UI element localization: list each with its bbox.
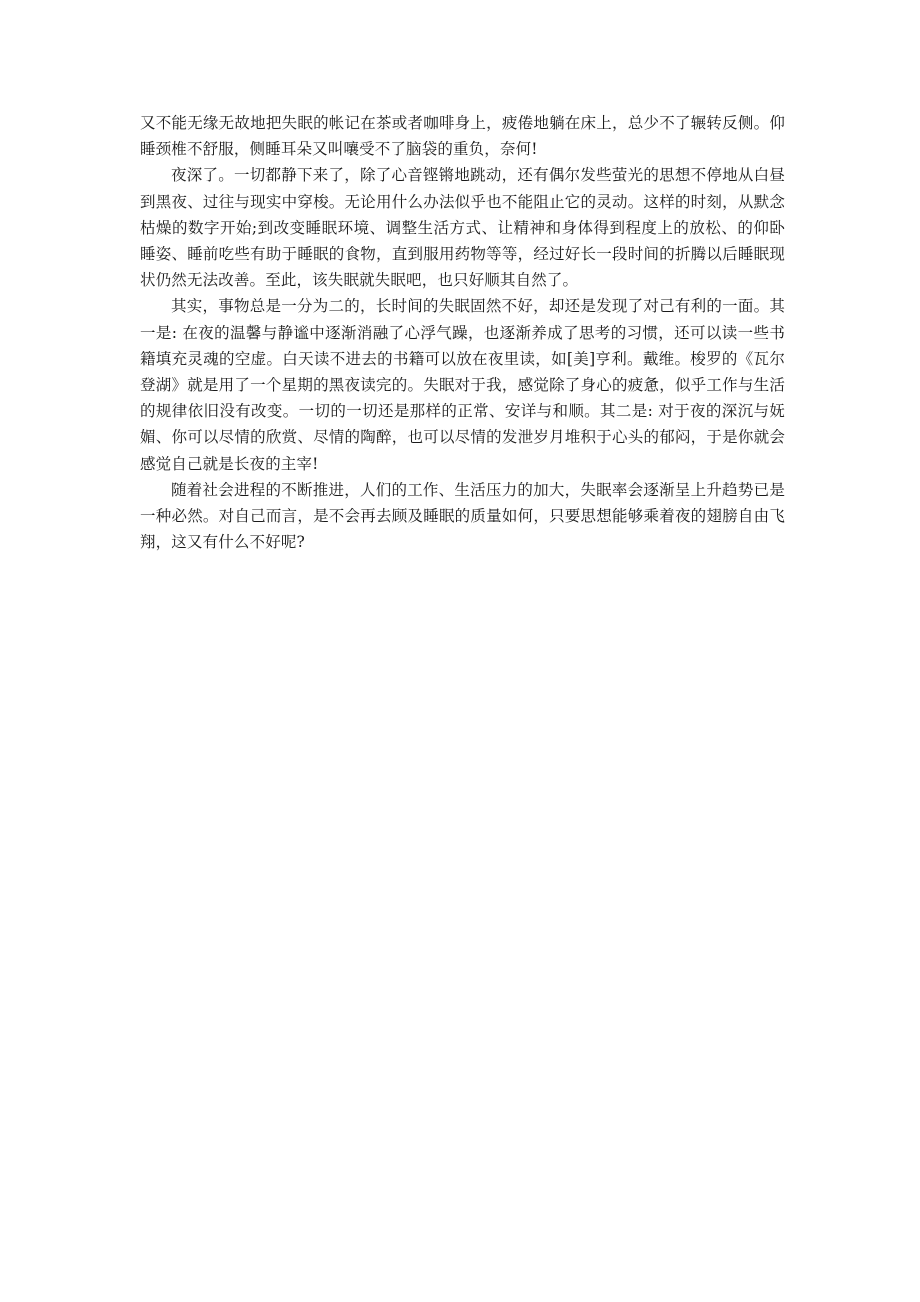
paragraph-1: 又不能无缘无故地把失眠的帐记在茶或者咖啡身上，疲倦地躺在床上，总少不了辗转反侧。仰睡颈椎不舒服，侧睡耳朵又叫嚷受不了脑袋的重负，奈何! [140,114,785,159]
paragraph-2: 夜深了。一切都静下来了，除了心音铿锵地跳动，还有偶尔发些萤光的思想不停地从白昼到黑夜、过往与现实中穿梭。无论用什么办法似乎也不能阻止它的灵动。这样的时刻，从默念枯燥的数字开始;到改变睡眠环境、调整生活方式、让精神和身体得到程度上的放松、的仰卧睡姿、睡前吃些有助于睡眠的食物，直到服用药物等等，经过好长一段时间的折腾以后睡眠现状仍然无法改善。至此，该失眠就失眠吧，也只好顺其自然了。 [140,166,785,290]
paragraph-4: 随着社会进程的不断推进，人们的工作、生活压力的加大，失眠率会逐渐呈上升趋势已是一种必然。对自己而言，是不会再去顾及睡眠的质量如何，只要思想能够乘着夜的翅膀自由飞翔，这又有什么不好呢? [140,480,785,552]
document-body [140,110,785,555]
paragraph-3: 其实，事物总是一分为二的，长时间的失眠固然不好，却还是发现了对己有利的一面。其一是: 在夜的温馨与静谧中逐渐消融了心浮气躁，也逐渐养成了思考的习惯，还可以读一些书籍填充灵魂的空虚。白天读不进去的书籍可以放在夜里读，如[美]亨利。戴维。梭罗的《瓦尔登湖》就是用了一个星期的黑夜读完的。失眠对于我，感觉除了身心的疲惫，似乎工作与生活的规律依旧没有改变。一切的一切还是那样的正常、安详与和顺。其二是: 对于夜的深沉与妩媚、你可以尽情的欣赏、尽情的陶醉，也可以尽情的发泄岁月堆积于心头的郁闷，于是你就会感觉自己就是长夜的主宰! [140,297,785,473]
